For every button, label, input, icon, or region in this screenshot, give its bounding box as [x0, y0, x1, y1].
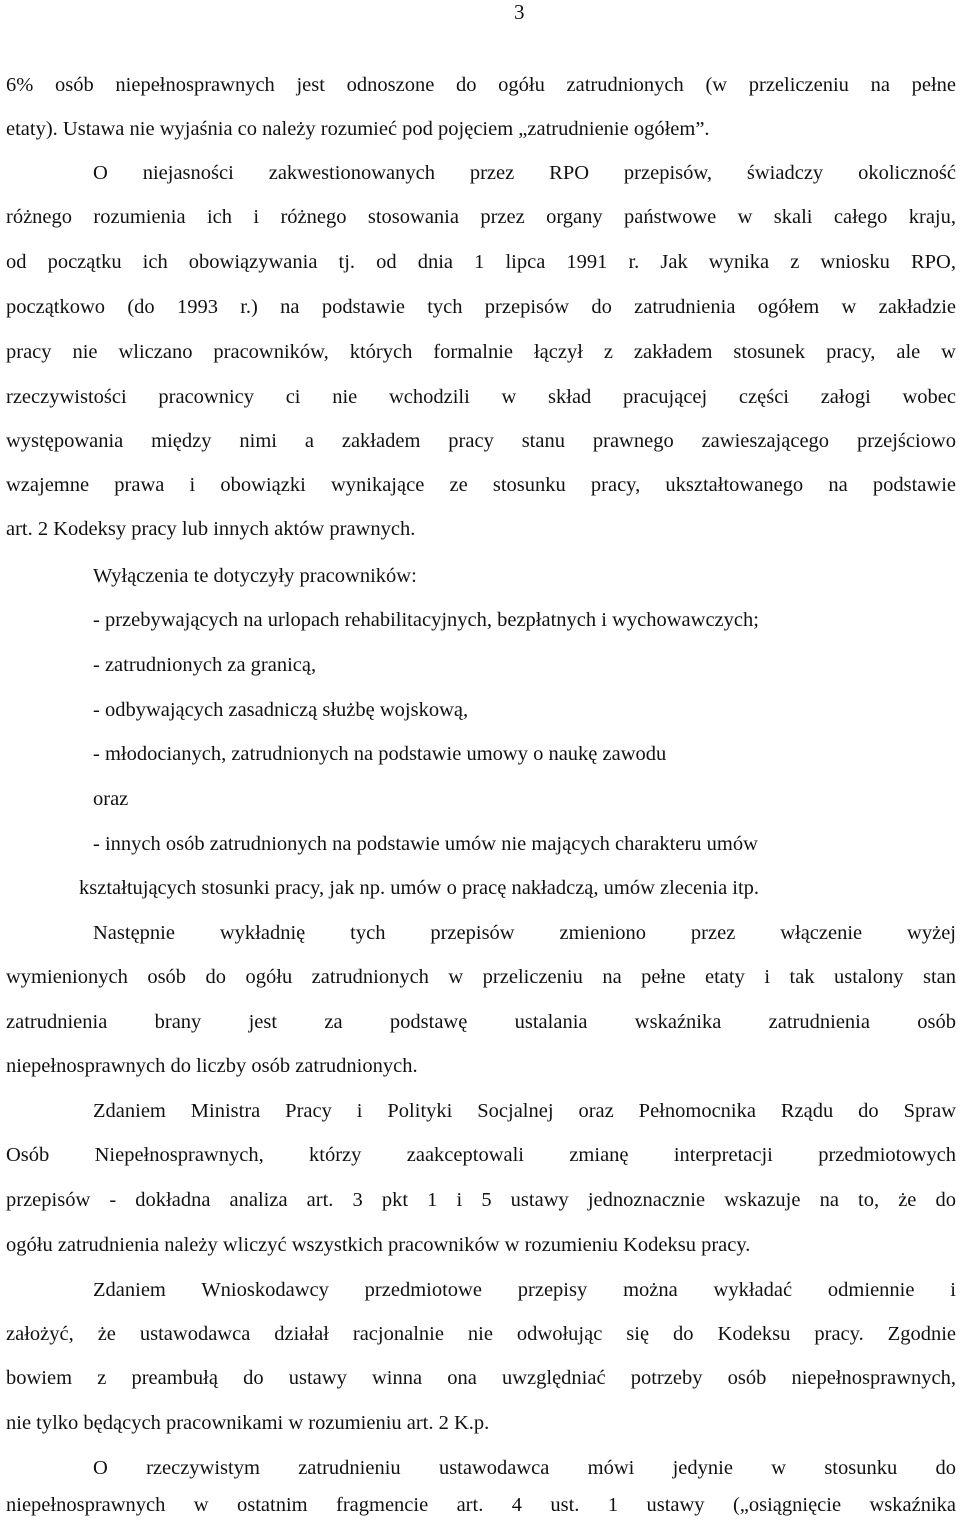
text-line: Zdaniem Wnioskodawcy przedmiotowe przepisy można wykładać odmiennie i [93, 1279, 956, 1301]
text-line: zatrudnienia brany jest za podstawę ustalania wskaźnika zatrudnienia osób [6, 1011, 956, 1033]
text-line: pracy nie wliczano pracowników, których formalnie łączył z zakładem stosunek pracy, ale w [6, 341, 956, 363]
text-line: początkowo (do 1993 r.) na podstawie tych przepisów do zatrudnienia ogółem w zakładzie [6, 296, 956, 318]
list-item: - innych osób zatrudnionych na podstawie umów nie mających charakteru umów [93, 833, 758, 855]
text-line: niepełnosprawnych w ostatnim fragmencie art. 4 ust. 1 ustawy („osiągnięcie wskaźnika [6, 1494, 956, 1516]
text-line: wzajemne prawa i obowiązki wynikające ze stosunku pracy, ukształtowanego na podstawie [6, 474, 956, 496]
text-line: O rzeczywistym zatrudnieniu ustawodawca mówi jedynie w stosunku do [93, 1457, 956, 1479]
text-line: od początku ich obowiązywania tj. od dnia 1 lipca 1991 r. Jak wynika z wniosku RPO, [6, 251, 956, 273]
text-line: występowania między nimi a zakładem pracy stanu prawnego zawieszającego przejściowo [6, 430, 956, 452]
text-line: różnego rozumienia ich i różnego stosowania przez organy państwowe w skali całego kraju, [6, 206, 956, 228]
text-line: 6% osób niepełnosprawnych jest odnoszone do ogółu zatrudnionych (w przeliczeniu na pełne [6, 74, 956, 96]
text-line: założyć, że ustawodawca działał racjonalnie nie odwołując się do Kodeksu pracy. Zgodnie [6, 1323, 956, 1345]
text-line: art. 2 Kodeksy pracy lub innych aktów prawnych. [6, 518, 416, 540]
text-line: niepełnosprawnych do liczby osób zatrudnionych. [6, 1055, 418, 1077]
text-line: etaty). Ustawa nie wyjaśnia co należy rozumieć pod pojęciem „zatrudnienie ogółem”. [6, 118, 710, 140]
text-line: nie tylko będących pracownikami w rozumieniu art. 2 K.p. [6, 1412, 490, 1434]
text-line: Osób Niepełnosprawnych, którzy zaakceptowali zmianę interpretacji przedmiotowych [6, 1144, 956, 1166]
text-line: wymienionych osób do ogółu zatrudnionych w przeliczeniu na pełne etaty i tak ustalony stan [6, 966, 956, 988]
list-item-continuation: kształtujących stosunki pracy, jak np. umów o pracę nakładczą, umów zlecenia itp. [79, 877, 760, 899]
text-line: ogółu zatrudnienia należy wliczyć wszystkich pracowników w rozumieniu Kodeksu pracy. [6, 1234, 751, 1256]
list-item: - zatrudnionych za granicą, [93, 654, 317, 676]
list-intro: Wyłączenia te dotyczyły pracowników: [93, 565, 417, 587]
list-item: - młodocianych, zatrudnionych na podstawie umowy o naukę zawodu [93, 743, 667, 765]
text-line: O niejasności zakwestionowanych przez RPO przepisów, świadczy okoliczność [93, 162, 956, 184]
text-line: bowiem z preambułą do ustawy winna ona uwzględniać potrzeby osób niepełnosprawnych, [6, 1367, 956, 1389]
text-line: przepisów - dokładna analiza art. 3 pkt 1 i 5 ustawy jednoznacznie wskazuje na to, że do [6, 1189, 956, 1211]
text-line: rzeczywistości pracownicy ci nie wchodzili w skład pracującej części załogi wobec [6, 386, 956, 408]
text-line: Zdaniem Ministra Pracy i Polityki Socjalnej oraz Pełnomocnika Rządu do Spraw [93, 1100, 956, 1122]
list-item: - odbywających zasadniczą służbę wojskową, [93, 699, 469, 721]
page-number: 3 [514, 0, 525, 24]
list-conjunction: oraz [93, 788, 129, 810]
text-line: Następnie wykładnię tych przepisów zmieniono przez włączenie wyżej [93, 922, 956, 944]
list-item: - przebywających na urlopach rehabilitacyjnych, bezpłatnych i wychowawczych; [93, 609, 759, 631]
